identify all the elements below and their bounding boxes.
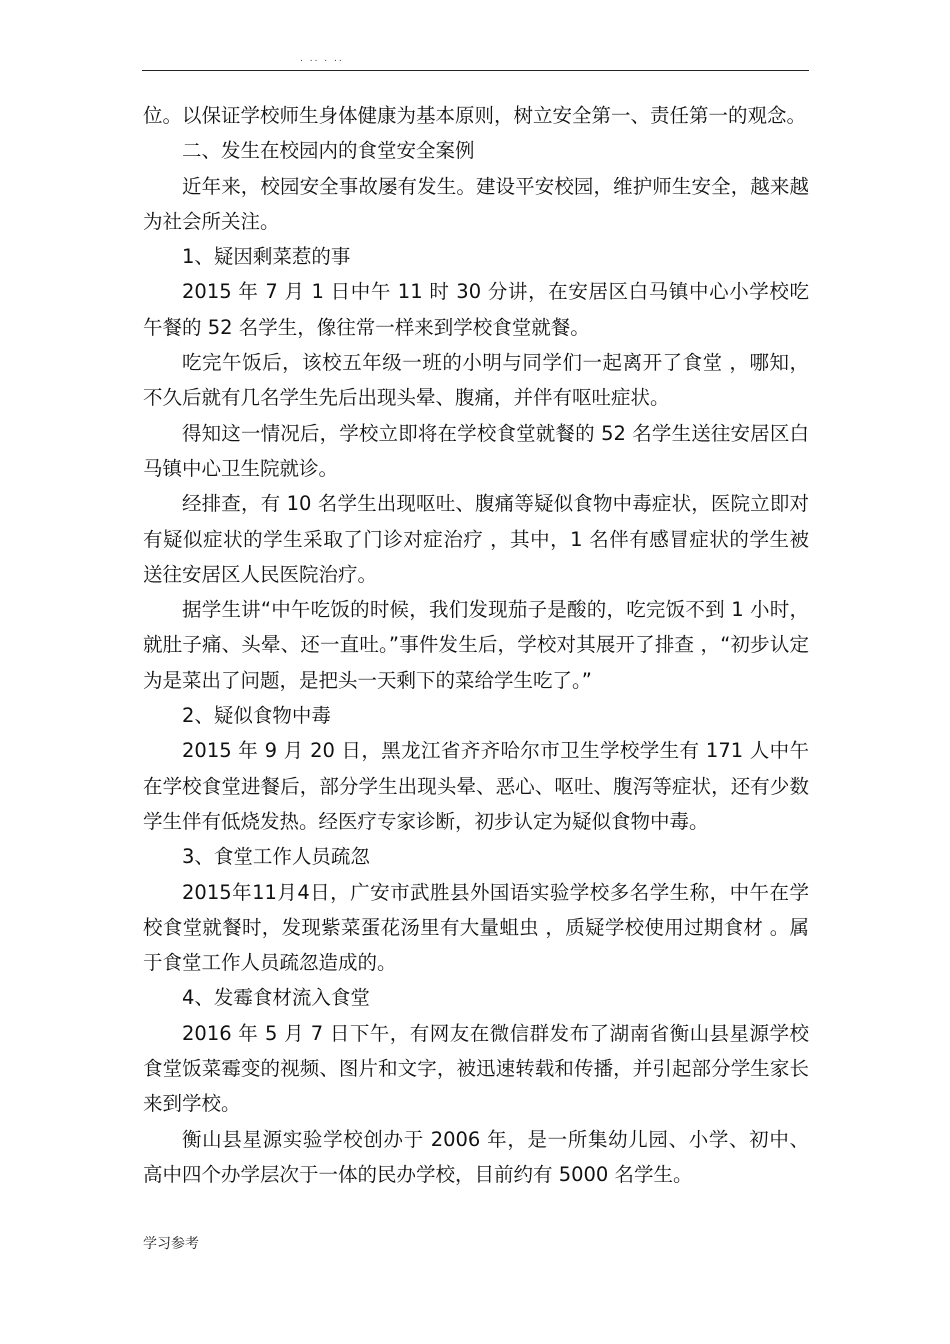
section-heading: 二、发生在校园内的食堂安全案例 [182,139,475,163]
case-heading: 1、疑因剩菜惹的事 [182,245,351,269]
paragraph: 衡山县星源实验学校创办于 2006 年，是一所集幼儿园、小学、初中、高中四个办学层次于一体的民办学校，目前约有 5000 名学生。 [143,1127,809,1186]
page-footer: 学习参考 [143,1236,199,1252]
paragraph: 2015 年 7 月 1 日中午 11 时 30 分讲，在安居区白马镇中心小学校吃午餐的 52 名学生，像往常一样来到学校食堂就餐。 [143,280,809,339]
paragraph: 吃完午饭后，该校五年级一班的小明与同学们一起离开了食堂 ，哪知，不久后就有几名学生先后出现头晕、腹痛，并伴有呕吐症状。 [143,351,809,410]
header-marks: . .. . .. [300,54,344,64]
paragraph: 2016 年 5 月 7 日下午，有网友在微信群发布了湖南省衡山县星源学校食堂饭菜霉变的视频、图片和文字，被迅速转载和传播，并引起部分学生家长来到学校。 [143,1021,809,1116]
paragraph: 经排查，有 10 名学生出现呕吐、腹痛等疑似食物中毒症状，医院立即对有疑似症状的学生采取了门诊对症治疗 ，其中，1 名伴有感冒症状的学生被送往安居区人民医院治疗。 [143,492,809,586]
paragraph: 2015年11月4日，广安市武胜县外国语实验学校多名学生称，中午在学校食堂就餐时，发现紫菜蛋花汤里有大量蛆虫 ，质疑学校使用过期食材 。属于食堂工作人员疏忽造成的。 [143,880,809,975]
paragraph: 据学生讲“中午吃饭的时候，我们发现茄子是酸的，吃完饭不到 1 小时，就肚子痛、头晕、还一直吐。”事件发生后，学校对其展开了排查 ，“初步认定为是菜出了问题，是把头一天剩下的菜给学生吃了。” [143,598,809,692]
paragraph: 2015 年 9 月 20 日，黑龙江省齐齐哈尔市卫生学校学生有 171 人中午在学校食堂进餐后，部分学生出现头晕、恶心、呕吐、腹泻等症状，还有少数学生伴有低烧发热。经医疗专家诊断，初步认定为疑似食物中毒。 [143,739,809,833]
case-heading: 3、食堂工作人员疏忽 [182,845,370,869]
case-heading: 4、发霉食材流入食堂 [182,986,370,1010]
case-heading: 2、疑似食物中毒 [182,704,331,728]
paragraph: 得知这一情况后，学校立即将在学校食堂就餐的 52 名学生送往安居区白马镇中心卫生院就诊。 [143,421,809,480]
document-body [143,98,809,1192]
paragraph: 近年来，校园安全事故屡有发生。建设平安校园，维护师生安全，越来越为社会所关注。 [143,174,809,233]
header-rule [142,70,809,71]
paragraph: 位。以保证学校师生身体健康为基本原则，树立安全第一、责任第一的观念。 [143,104,807,127]
